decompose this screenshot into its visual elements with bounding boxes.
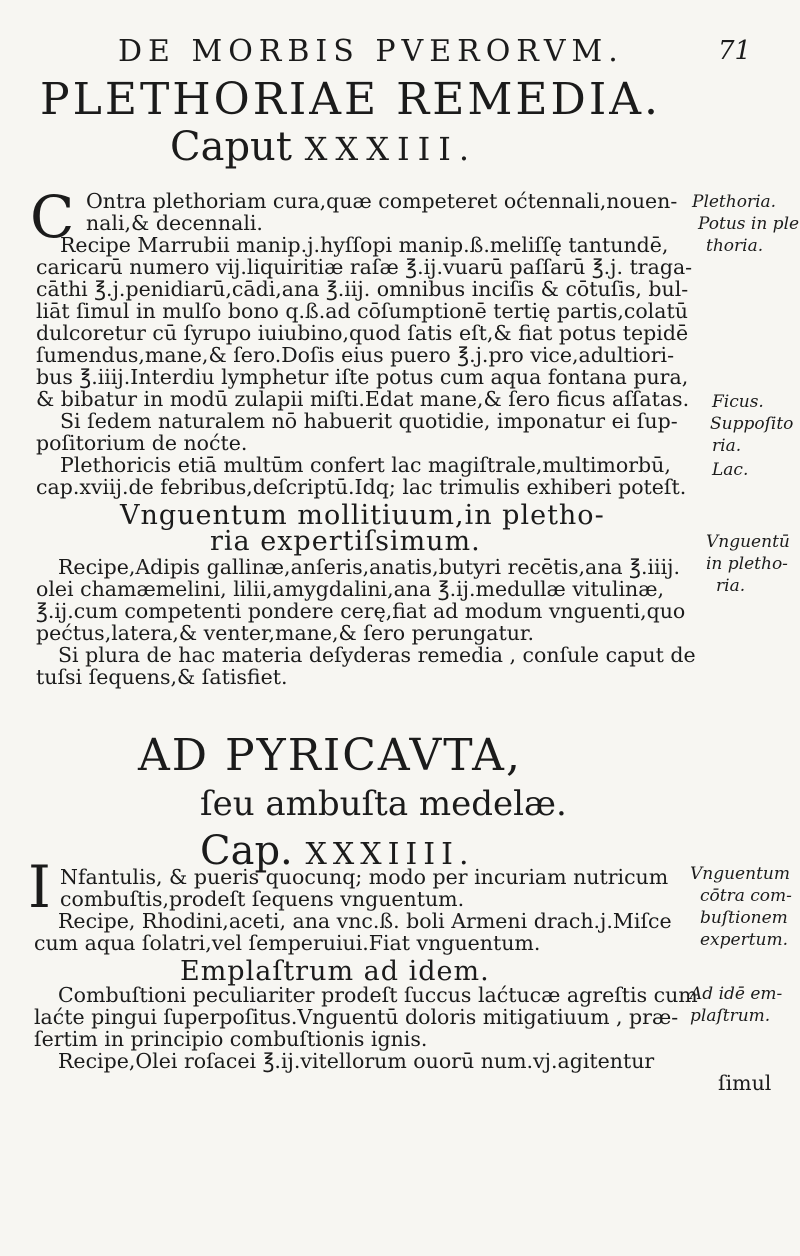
cap-word: Cap.: [200, 828, 293, 874]
text-line: Recipe Marrubii manip.j.hyſſopi manip.ß.meliſſę tantundē,: [60, 233, 669, 257]
margin-note: Vnguentū: [706, 532, 790, 552]
margin-note: Ficus.: [712, 392, 764, 412]
text-line: bus ℥.iiij.Interdiu lymphetur iſte potus cum aqua fontana pura,: [36, 365, 689, 389]
text-line: combuſtis,prodeſt ſequens vnguentum.: [60, 887, 465, 911]
text-line: ℥.ij.cum competenti pondere cerę,fiat ad modum vnguenti,quo: [36, 599, 686, 623]
margin-note: thoria.: [706, 236, 764, 256]
text-line: Recipe,Olei roſacei ℥.ij.vitellorum ouorū num.vj.agitentur: [58, 1049, 655, 1073]
margin-note: plaſtrum.: [690, 1006, 771, 1026]
text-line: Si plura de hac materia deſyderas remedia , conſule caput de: [58, 643, 696, 667]
text-line: laćte pingui ſuperpoſitus.Vnguentū doloris mitigatiuum , præ-: [34, 1005, 679, 1029]
running-title: DE MORBIS PVERORVM.: [118, 34, 624, 69]
text-line: Ontra plethoriam cura,quæ competeret oćtennali,nouen-: [86, 189, 678, 213]
page-number: 71: [718, 36, 752, 66]
text-line: liāt ſimul in mulſo bono q.ß.ad cōſumptionē tertię partis,colatū: [36, 299, 688, 323]
text-line: ſumendus,mane,& ſero.Doſis eius puero ℥.j.pro vice,adultiori-: [36, 343, 675, 367]
text-line: olei chamæmelini, lilii,amygdalini,ana ℥.ij.medullæ vitulinæ,: [36, 577, 665, 601]
margin-note: Suppoſito: [710, 414, 794, 434]
margin-note: Ad idē em-: [690, 984, 783, 1004]
text-line: Plethoricis etiā multūm confert lac magiſtrale,multimorbū,: [60, 453, 671, 477]
text-line: & bibatur in modū zulapii miſti.Edat mane,& ſero ficus aſſatas.: [36, 387, 690, 411]
chapter-title: AD PYRICAVTA,: [138, 730, 522, 781]
section-heading: Vnguentum mollitiuum,in pletho-: [120, 500, 605, 531]
text-line: ſertim in principio combuſtionis ignis.: [34, 1027, 428, 1051]
caput-number: XXXIII.: [304, 130, 478, 168]
chapter-title: PLETHORIAE REMEDIA.: [40, 74, 661, 125]
text-line: caricarū numero vij.liquiritiæ raſæ ℥.ij.vuarū paſſarū ℥.j. traga-: [36, 255, 693, 279]
text-line: Recipe,Adipis gallinæ,anſeris,anatis,butyri recētis,ana ℥.iiij.: [58, 555, 681, 579]
margin-note: expertum.: [700, 930, 789, 950]
text-line: Combuſtioni peculiariter prodeſt ſuccus laćtucæ agreſtis cum: [58, 983, 698, 1007]
text-line: cāthi ℥.j.penidiarū,cādi,ana ℥.iij. omnibus inciſis & cōtuſis, bul-: [36, 277, 689, 301]
margin-note: ria.: [716, 576, 746, 596]
section-heading: Emplaſtrum ad idem.: [180, 956, 490, 987]
margin-note: Vnguentum: [690, 864, 790, 884]
cap-number: XXXIIII.: [305, 837, 475, 872]
catchword: ſimul: [718, 1071, 772, 1095]
drop-cap: I: [28, 853, 51, 921]
drop-cap: C: [30, 183, 75, 251]
text-line: Nfantulis, & pueris quocunq; modo per incuriam nutricum: [60, 865, 669, 889]
text-line: Recipe, Rhodini,aceti, ana vnc.ß. boli Armeni drach.j.Miſce: [58, 909, 672, 933]
margin-note: ria.: [712, 436, 742, 456]
text-line: dulcoretur cū ſyrupo iuiubino,quod ſatis eſt,& fiat potus tepidē: [36, 321, 689, 345]
margin-note: Potus in ple: [698, 214, 800, 234]
text-line: pećtus,latera,& venter,mane,& ſero perungatur.: [36, 621, 534, 645]
margin-note: Plethoria.: [692, 192, 777, 212]
caput-word: Caput: [170, 124, 292, 170]
text-line: nali,& decennali.: [86, 211, 263, 235]
text-line: tuſsi ſequens,& ſatisfiet.: [36, 665, 288, 689]
section-heading: ria expertiſsimum.: [210, 526, 481, 557]
chapter-subtitle: ſeu ambuſta medelæ.: [200, 784, 567, 824]
margin-note: cōtra com-: [700, 886, 792, 906]
text-line: Si ſedem naturalem nō habuerit quotidie, imponatur ei ſup-: [60, 409, 678, 433]
text-line: poſitorium de noćte.: [36, 431, 248, 455]
margin-note: buſtionem: [700, 908, 788, 928]
text-line: cap.xviij.de febribus,deſcriptū.Idq; lac trimulis exhiberi poteſt.: [36, 475, 687, 499]
text-line: cum aqua ſolatri,vel ſemperuiui.Fiat vnguentum.: [34, 931, 541, 955]
margin-note: in pletho-: [706, 554, 788, 574]
margin-note: Lac.: [712, 460, 749, 480]
chapter-caption: [170, 124, 477, 170]
